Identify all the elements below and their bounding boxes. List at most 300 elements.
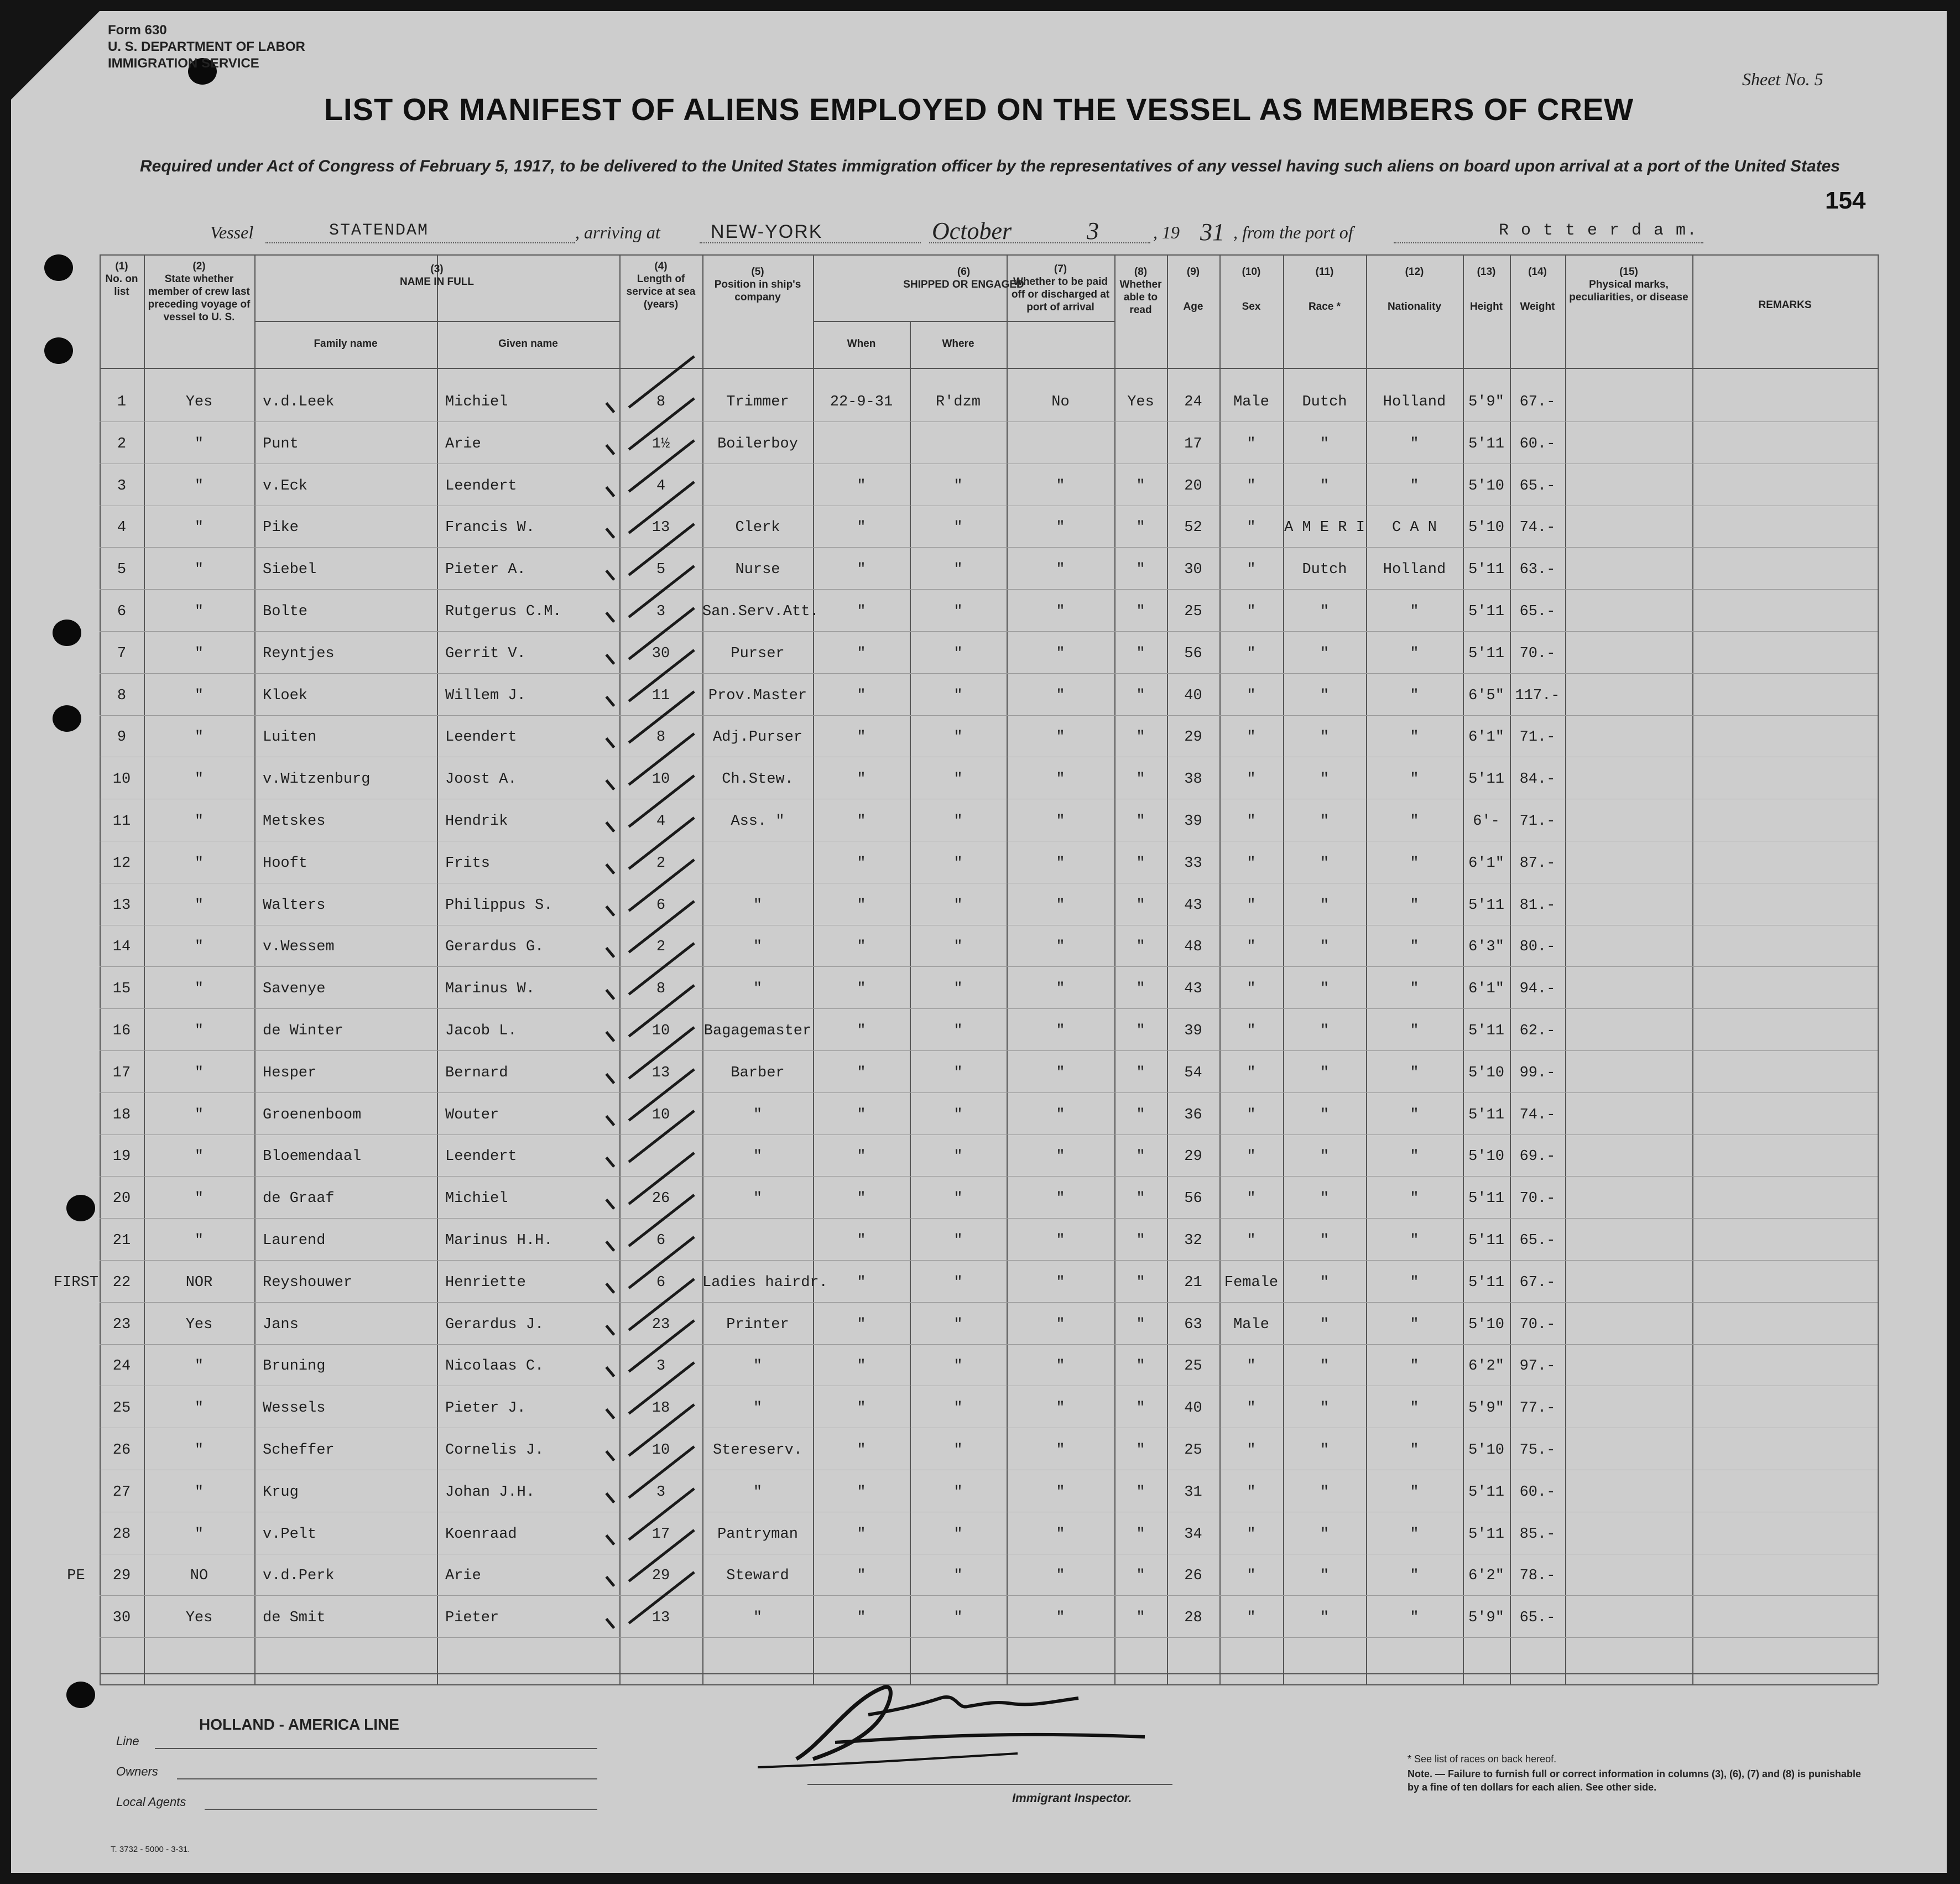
cell-when: " (857, 1358, 866, 1375)
cell-height: 5'10 (1468, 1064, 1504, 1081)
cell-read: " (1136, 1526, 1145, 1543)
cell-race: " (1320, 1400, 1330, 1417)
cell-height: 5'11 (1468, 435, 1504, 452)
arrival-year: 31 (1200, 218, 1224, 246)
cell-paid-off: " (1056, 519, 1065, 537)
cell-given-name: Henriette (445, 1274, 526, 1291)
cell-race: Dutch (1302, 561, 1347, 579)
penalty-note: Note. — Failure to furnish full or correct information in columns (3), (6), (7) and (8) is punishable by a fine of ten dollars for each alien. See other side. (1408, 1768, 1862, 1793)
cell-weight: 99.- (1519, 1064, 1556, 1081)
col-header-paid-off: (7) Whether to be paid off or discharged at port of arrival (1011, 263, 1110, 313)
cell-race: " (1320, 855, 1330, 872)
cell-sex: " (1247, 855, 1256, 872)
cell-read: " (1136, 645, 1145, 662)
cell-where: " (953, 1064, 963, 1081)
cell-service: 10 (651, 1023, 670, 1039)
arrival-port: NEW-YORK (711, 221, 823, 242)
races-note: * See list of races on back hereof. (1408, 1753, 1557, 1765)
col-header-when: When (847, 338, 876, 350)
cell-race: " (1320, 1274, 1330, 1291)
cell-weight: 74.- (1519, 519, 1556, 537)
cell-service: 17 (651, 1526, 670, 1543)
cell-when: " (857, 1610, 866, 1627)
vessel-label: Vessel (210, 222, 254, 242)
cell-sex: Female (1224, 1274, 1279, 1291)
cell-weight: 84.- (1519, 771, 1556, 788)
cell-where: " (953, 687, 963, 704)
cell-weight: 75.- (1519, 1442, 1556, 1459)
cell-position: Ass. " (731, 813, 785, 830)
cell-height: 6'5" (1468, 687, 1504, 704)
cell-race: Dutch (1302, 394, 1347, 410)
cell-age: 40 (1184, 1400, 1202, 1417)
cell-position: San.Serv.Att. (702, 603, 819, 620)
cell-prev-voyage: " (194, 771, 204, 788)
cell-where: " (953, 855, 963, 872)
page-number: 154 (1825, 187, 1866, 214)
departure-port: R o t t e r d a m. (1499, 221, 1698, 240)
cell-prev-voyage: " (194, 981, 204, 998)
cell-family-name: Bloemendaal (263, 1148, 362, 1165)
cell-where: " (953, 897, 963, 914)
cell-given-name: Joost A. (445, 771, 517, 788)
cell-age: 28 (1184, 1610, 1202, 1627)
cell-service: 26 (651, 1190, 670, 1208)
cell-read: " (1136, 1106, 1145, 1123)
cell-given-name: Gerardus J. (445, 1316, 544, 1333)
cell-sex: " (1247, 897, 1256, 914)
cell-position: " (753, 1400, 763, 1417)
cell-family-name: de Smit (263, 1610, 326, 1627)
cell-no: 1 (117, 394, 127, 410)
cell-weight: 65.- (1519, 1610, 1556, 1627)
cell-service: 8 (656, 394, 666, 410)
cell-nationality: " (1410, 1400, 1419, 1417)
cell-where: " (953, 729, 963, 746)
cell-when: " (857, 897, 866, 914)
cell-weight: 62.- (1519, 1023, 1556, 1039)
cell-prev-voyage: NOR (185, 1274, 213, 1291)
cell-service: 10 (651, 1442, 670, 1459)
cell-nationality: " (1410, 1610, 1419, 1627)
service-name: IMMIGRATION SERVICE (108, 56, 259, 71)
cell-no: 11 (112, 813, 131, 830)
vessel-line (11, 217, 1947, 250)
cell-paid-off: " (1056, 1064, 1065, 1081)
cell-when: " (857, 687, 866, 704)
cell-prev-voyage: Yes (185, 394, 213, 410)
cell-service: 4 (656, 477, 666, 495)
cell-given-name: Pieter (445, 1610, 499, 1627)
cell-nationality: " (1410, 603, 1419, 620)
cell-height: 5'9" (1468, 1610, 1504, 1627)
cell-race: " (1320, 771, 1330, 788)
from-label: , from the port of (1233, 222, 1353, 242)
cell-no: 29 (112, 1568, 131, 1585)
cell-given-name: Wouter (445, 1106, 499, 1123)
cell-nationality: " (1410, 1484, 1419, 1501)
cell-service: 11 (651, 687, 670, 704)
cell-where: " (953, 1484, 963, 1501)
cell-read: " (1136, 1064, 1145, 1081)
cell-weight: 97.- (1519, 1358, 1556, 1375)
cell-race: " (1320, 1484, 1330, 1501)
cell-height: 5'9" (1468, 1400, 1504, 1417)
cell-service: 6 (656, 1232, 666, 1249)
cell-when: " (857, 1148, 866, 1165)
cell-age: 25 (1184, 603, 1202, 620)
sheet-label: Sheet No. (1742, 69, 1810, 89)
cell-given-name: Marinus W. (445, 981, 535, 998)
cell-read: " (1136, 771, 1145, 788)
cell-read: " (1136, 1274, 1145, 1291)
cell-age: 30 (1184, 561, 1202, 579)
cell-nationality: C A N (1391, 519, 1437, 537)
cell-sex: " (1247, 435, 1256, 452)
cell-nationality: " (1410, 771, 1419, 788)
cell-height: 5'11 (1468, 1190, 1504, 1208)
folded-corner (11, 11, 100, 100)
sheet-value: 5 (1814, 69, 1823, 89)
cell-sex: " (1247, 603, 1256, 620)
cell-no: 27 (112, 1484, 131, 1501)
cell-given-name: Johan J.H. (445, 1484, 535, 1501)
cell-height: 5'11 (1468, 1106, 1504, 1123)
cell-paid-off: " (1056, 1023, 1065, 1039)
cell-service: 6 (656, 1274, 666, 1291)
cell-age: 25 (1184, 1442, 1202, 1459)
cell-paid-off: No (1051, 394, 1070, 410)
cell-sex: Male (1233, 1316, 1269, 1333)
cell-when: " (857, 855, 866, 872)
immigrant-inspector-label: Immigrant Inspector. (1012, 1791, 1132, 1805)
cell-race: " (1320, 1232, 1330, 1249)
cell-family-name: Wessels (263, 1400, 326, 1417)
cell-paid-off: " (1056, 1484, 1065, 1501)
cell-prev-voyage: NO (190, 1568, 208, 1585)
cell-height: 5'11 (1468, 897, 1504, 914)
cell-race: " (1320, 435, 1330, 452)
punch-hole (66, 1682, 95, 1708)
col-header-given-name: Given name (498, 338, 558, 350)
cell-height: 5'11 (1468, 1484, 1504, 1501)
cell-sex: " (1247, 1610, 1256, 1627)
cell-when: " (857, 1526, 866, 1543)
cell-service: 13 (651, 1064, 670, 1081)
cell-read: " (1136, 477, 1145, 495)
cell-race: " (1320, 1442, 1330, 1459)
cell-nationality: " (1410, 939, 1419, 956)
cell-given-name: Arie (445, 1568, 481, 1585)
cell-paid-off: " (1056, 1148, 1065, 1165)
cell-no: 24 (112, 1358, 131, 1375)
cell-family-name: Krug (263, 1484, 299, 1501)
cell-height: 6'1" (1468, 729, 1504, 746)
col-header-sex: (10) Sex (1242, 266, 1261, 313)
cell-race: " (1320, 729, 1330, 746)
cell-position: " (753, 1484, 763, 1501)
cell-paid-off: " (1056, 561, 1065, 579)
cell-sex: " (1247, 729, 1256, 746)
cell-family-name: de Winter (263, 1023, 343, 1039)
cell-no: 9 (117, 729, 127, 746)
cell-prev-voyage: " (194, 1358, 204, 1375)
cell-age: 21 (1184, 1274, 1202, 1291)
cell-weight: 80.- (1519, 939, 1556, 956)
col-header-no: (1) No. on list (105, 261, 138, 298)
cell-position: " (753, 1610, 763, 1627)
cell-prev-voyage: " (194, 1484, 204, 1501)
cell-height: 6'3" (1468, 939, 1504, 956)
cell-family-name: Laurend (263, 1232, 326, 1249)
cell-nationality: Holland (1383, 561, 1446, 579)
cell-where: " (953, 519, 963, 537)
cell-family-name: Groenenboom (263, 1106, 362, 1123)
cell-prev-voyage: " (194, 687, 204, 704)
cell-margin-note: FIRST (53, 1274, 98, 1291)
cell-when: " (857, 645, 866, 662)
cell-prev-voyage: " (194, 1148, 204, 1165)
cell-weight: 117.- (1515, 687, 1560, 704)
punch-hole (44, 337, 73, 364)
cell-when: " (857, 477, 866, 495)
cell-position: " (753, 1358, 763, 1375)
col-header-family-name: Family name (314, 338, 378, 350)
cell-weight: 77.- (1519, 1400, 1556, 1417)
cell-where: " (953, 813, 963, 830)
cell-race: " (1320, 477, 1330, 495)
form-number: Form 630 (108, 23, 167, 38)
cell-read: " (1136, 813, 1145, 830)
cell-weight: 60.- (1519, 1484, 1556, 1501)
cell-height: 5'11 (1468, 1274, 1504, 1291)
cell-family-name: Jans (263, 1316, 299, 1333)
cell-nationality: " (1410, 645, 1419, 662)
cell-age: 26 (1184, 1568, 1202, 1585)
cell-prev-voyage: " (194, 1064, 204, 1081)
cell-weight: 63.- (1519, 561, 1556, 579)
cell-paid-off: " (1056, 1610, 1065, 1627)
cell-when: " (857, 1232, 866, 1249)
cell-position: Printer (726, 1316, 789, 1333)
cell-sex: " (1247, 519, 1256, 537)
cell-paid-off: " (1056, 645, 1065, 662)
cell-family-name: Luiten (263, 729, 317, 746)
cell-nationality: " (1410, 1274, 1419, 1291)
cell-race: " (1320, 1148, 1330, 1165)
cell-weight: 87.- (1519, 855, 1556, 872)
cell-where: " (953, 981, 963, 998)
cell-where: " (953, 603, 963, 620)
cell-weight: 65.- (1519, 477, 1556, 495)
cell-sex: " (1247, 477, 1256, 495)
cell-given-name: Pieter J. (445, 1400, 526, 1417)
cell-margin-note: PE (67, 1568, 85, 1585)
cell-nationality: " (1410, 729, 1419, 746)
cell-service: 3 (656, 603, 666, 620)
cell-service: 4 (656, 813, 666, 830)
vessel-name: STATENDAM (329, 221, 429, 240)
cell-where: " (953, 1442, 963, 1459)
cell-given-name: Cornelis J. (445, 1442, 544, 1459)
cell-age: 17 (1184, 435, 1202, 452)
cell-height: 5'11 (1468, 561, 1504, 579)
cell-nationality: " (1410, 1106, 1419, 1123)
line-company: HOLLAND - AMERICA LINE (199, 1716, 399, 1733)
cell-paid-off: " (1056, 1526, 1065, 1543)
cell-height: 6'2" (1468, 1568, 1504, 1585)
form-identifier (108, 22, 305, 72)
cell-weight: 94.- (1519, 981, 1556, 998)
cell-given-name: Michiel (445, 1190, 508, 1208)
cell-position: Steward (726, 1568, 789, 1585)
cell-nationality: " (1410, 1358, 1419, 1375)
cell-read: " (1136, 519, 1145, 537)
cell-when: " (857, 1400, 866, 1417)
cell-weight: 65.- (1519, 1232, 1556, 1249)
cell-position: " (753, 1190, 763, 1208)
cell-read: " (1136, 897, 1145, 914)
cell-when: " (857, 1064, 866, 1081)
cell-paid-off: " (1056, 603, 1065, 620)
cell-prev-voyage: " (194, 1526, 204, 1543)
cell-read: " (1136, 1148, 1145, 1165)
cell-no: 26 (112, 1442, 131, 1459)
cell-sex: Male (1233, 394, 1269, 410)
cell-paid-off: " (1056, 813, 1065, 830)
cell-age: 54 (1184, 1064, 1202, 1081)
cell-race: " (1320, 813, 1330, 830)
cell-position: " (753, 939, 763, 956)
cell-read: " (1136, 561, 1145, 579)
cell-position: Boilerboy (717, 435, 798, 452)
cell-age: 32 (1184, 1232, 1202, 1249)
cell-position: Trimmer (726, 394, 789, 410)
cell-given-name: Gerardus G. (445, 939, 544, 956)
col-header-service: (4) Length of service at sea (years) (626, 261, 696, 310)
cell-sex: " (1247, 561, 1256, 579)
cell-no: 14 (112, 939, 131, 956)
cell-nationality: " (1410, 855, 1419, 872)
cell-where: " (953, 1190, 963, 1208)
cell-when: " (857, 939, 866, 956)
cell-family-name: de Graaf (263, 1190, 335, 1208)
cell-read: " (1136, 1400, 1145, 1417)
cell-height: 5'10 (1468, 1316, 1504, 1333)
cell-service: 13 (651, 1610, 670, 1627)
print-code: T. 3732 - 5000 - 3-31. (111, 1845, 190, 1854)
cell-prev-voyage: " (194, 477, 204, 495)
cell-family-name: Scheffer (263, 1442, 335, 1459)
cell-when: " (857, 981, 866, 998)
cell-read: Yes (1127, 394, 1154, 410)
cell-prev-voyage: " (194, 1023, 204, 1039)
cell-height: 5'9" (1468, 394, 1504, 410)
cell-weight: 85.- (1519, 1526, 1556, 1543)
cell-paid-off: " (1056, 1400, 1065, 1417)
cell-prev-voyage: " (194, 813, 204, 830)
cell-no: 5 (117, 561, 127, 579)
cell-nationality: " (1410, 1442, 1419, 1459)
cell-position: Bagagemaster (703, 1023, 812, 1039)
arrival-month: October (932, 217, 1012, 244)
cell-prev-voyage: " (194, 603, 204, 620)
col-header-nationality: (12) Nationality (1387, 266, 1442, 313)
cell-when: " (857, 1484, 866, 1501)
cell-where: " (953, 477, 963, 495)
cell-prev-voyage: " (194, 1232, 204, 1249)
cell-no: 21 (112, 1232, 131, 1249)
cell-nationality: " (1410, 897, 1419, 914)
cell-height: 5'10 (1468, 477, 1504, 495)
cell-prev-voyage: " (194, 561, 204, 579)
cell-age: 29 (1184, 1148, 1202, 1165)
cell-family-name: Bolte (263, 603, 308, 620)
cell-sex: " (1247, 1023, 1256, 1039)
cell-nationality: " (1410, 1190, 1419, 1208)
cell-service: 2 (656, 939, 666, 956)
col-header-position: (5) Position in ship's company (714, 266, 801, 303)
cell-height: 5'11 (1468, 645, 1504, 662)
cell-when: " (857, 1316, 866, 1333)
cell-when: " (857, 1568, 866, 1585)
cell-sex: " (1247, 981, 1256, 998)
cell-given-name: Rutgerus C.M. (445, 603, 562, 620)
arrival-day: 3 (1087, 217, 1099, 244)
cell-weight: 71.- (1519, 813, 1556, 830)
cell-where: " (953, 1358, 963, 1375)
cell-age: 43 (1184, 981, 1202, 998)
cell-no: 4 (117, 519, 127, 537)
cell-paid-off: " (1056, 1568, 1065, 1585)
cell-given-name: Pieter A. (445, 561, 526, 579)
cell-race: " (1320, 1610, 1330, 1627)
cell-where: " (953, 1316, 963, 1333)
cell-race: " (1320, 1526, 1330, 1543)
cell-nationality: " (1410, 1023, 1419, 1039)
cell-race: " (1320, 1106, 1330, 1123)
cell-given-name: Frits (445, 855, 491, 872)
cell-read: " (1136, 1232, 1145, 1249)
cell-family-name: Punt (263, 435, 299, 452)
arriving-label: , arriving at (575, 222, 660, 242)
cell-family-name: v.d.Leek (263, 394, 335, 410)
cell-prev-voyage: " (194, 939, 204, 956)
cell-family-name: Siebel (263, 561, 317, 579)
cell-weight: 67.- (1519, 1274, 1556, 1291)
cell-weight: 71.- (1519, 729, 1556, 746)
cell-prev-voyage: " (194, 729, 204, 746)
cell-race: " (1320, 603, 1330, 620)
cell-read: " (1136, 1358, 1145, 1375)
col-header-shipped: (6) SHIPPED OR ENGAGED (903, 266, 1024, 290)
cell-race: " (1320, 897, 1330, 914)
cell-prev-voyage: " (194, 435, 204, 452)
cell-position: Stereserv. (712, 1442, 803, 1459)
cell-prev-voyage: " (194, 897, 204, 914)
cell-no: 13 (112, 897, 131, 914)
cell-nationality: " (1410, 435, 1419, 452)
cell-where: " (953, 1148, 963, 1165)
cell-service: 1½ (651, 435, 670, 452)
manifest-sheet (11, 11, 1947, 1873)
cell-where: " (953, 645, 963, 662)
cell-prev-voyage: " (194, 1190, 204, 1208)
cell-sex: " (1247, 1568, 1256, 1585)
cell-where: R'dzm (935, 394, 981, 410)
cell-race: " (1320, 939, 1330, 956)
cell-height: 6'1" (1468, 855, 1504, 872)
